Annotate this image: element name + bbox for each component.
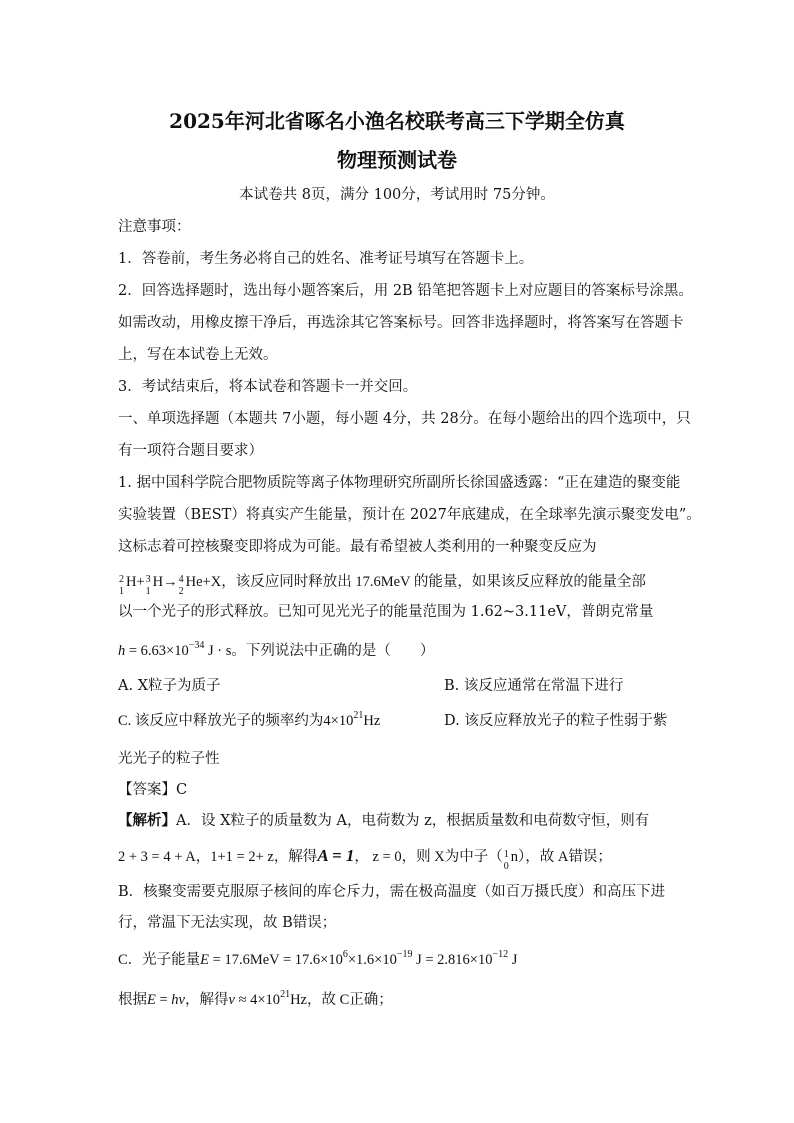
option-c-label: C. 该反应中释放光子的频率约为: [118, 713, 324, 729]
solve-label-2: ，解得: [184, 992, 229, 1008]
question-1-line-3: 这标志着可控核聚变即将成为可能。最有希望被人类利用的一种聚变反应为: [118, 539, 597, 555]
note-2-line-3: 上，写在本试卷上无效。: [118, 347, 278, 363]
answer-label: 【答案】C: [118, 782, 188, 798]
section-heading-line-2: 有一项符合题目要求）: [118, 443, 263, 459]
c-conclusion: ，故 C正确；: [306, 992, 393, 1008]
charge-equation: 1+1 = 2+ z: [210, 849, 274, 865]
fusion-equation: 2 1 H+ 3 1 H→ 4 2 He+X: [119, 573, 222, 597]
option-c: [118, 711, 380, 733]
energy-frequency-relation: E = hν: [147, 992, 185, 1008]
according-label: 根据: [118, 992, 147, 1008]
option-c-value: $4\times 10^{21}Hz$: [323, 710, 381, 729]
analysis-a-text: A．设 X粒子的质量数为 A，电荷数为 z，根据质量数和电荷数守恒，则有: [176, 813, 650, 829]
neutron-symbol: n: [510, 849, 519, 865]
exam-info: 本试卷共 8页，满分 100分，考试用时 75分钟。: [239, 187, 555, 203]
planck-line: [118, 641, 434, 663]
a-conclusion: ），故 A错误；: [518, 849, 612, 865]
option-a: A. X粒子为质子: [118, 678, 221, 694]
frequency-result: $\nu \approx 4\times 10^{21}Hz$: [228, 989, 307, 1008]
analysis-c-label: C．光子能量: [118, 952, 201, 968]
analysis-b-line-2: 行，常温下无法实现，故 B错误；: [118, 915, 337, 931]
question-1-line-5: 以一个光子的形式释放。已知可见光光子的能量范围为 1.62~3.11eV，普朗克常量: [118, 604, 654, 620]
planck-constant-formula: $h = 6.63\times 10^{-34}$ J · s: [118, 640, 232, 659]
analysis-b-line-1: B．核聚变需要克服原子核间的库仑斥力，需在极高温度（如百万摄氏度）和高压下进: [118, 884, 666, 900]
question-1-line-1: 1. 据中国科学院合肥物质院等离子体物理研究所副所长徐国盛透露：“正在建造的聚变能: [118, 475, 681, 491]
exam-subtitle: 物理预测试卷: [337, 148, 457, 172]
analysis-label: 【解析】: [118, 812, 176, 829]
notes-heading: 注意事项：: [118, 219, 191, 235]
neutron-label: ，则 X为中子（: [401, 849, 503, 865]
z-equals-zero: z = 0: [372, 849, 402, 865]
analysis-c-line: [118, 950, 517, 972]
question-1-line-4: ，该反应同时释放出 17.6MeV 的能量，如果该反应释放的能量全部: [221, 574, 646, 590]
note-3: 3．考试结束后，将本试卷和答题卡一并交回。: [118, 379, 418, 395]
exam-title: 2025年河北省啄名小渔名校联考高三下学期全仿真: [169, 109, 625, 133]
note-2-line-1: 2．回答选择题时，选出每小题答案后，用 2B 铅笔把答题卡上对应题目的答案标号涂黑。: [118, 283, 693, 299]
fusion-equation-line: [118, 572, 646, 597]
option-d: D. 该反应释放光子的粒子性弱于紫: [444, 713, 668, 729]
solve-label: ，解得: [273, 849, 318, 865]
analysis-a-equation-line: 2 + 3 = 4 + A，1+1 = 2+ z，解得A = 1， z = 0，则 X为中子（ 1 0 n），故 A错误；: [118, 846, 612, 872]
mass-number-equation: 2 + 3 = 4 + A: [118, 849, 196, 865]
note-2-line-2: 如需改动，用橡皮擦干净后，再选涂其它答案标号。回答非选择题时，将答案写在答题卡: [118, 315, 684, 331]
option-b: B. 该反应通常在常温下进行: [444, 678, 624, 694]
note-1: 1．答卷前，考生务必将自己的姓名、准考证号填写在答题卡上。: [118, 251, 534, 267]
photon-energy-equation: $E = 17.6MeV = 17.6\times 10^6\times 1.6\times 10^{-19}$ $J = 2.816\times 10^{-12}$ J: [200, 949, 518, 968]
option-d-continued: 光光子的粒子性: [118, 751, 220, 767]
a-equals-one: A = 1: [317, 846, 355, 865]
analysis-d-line: [118, 990, 393, 1012]
question-1-line-6: 。下列说法中正确的是（ ）: [231, 643, 435, 659]
question-1-line-2: 实验装置（BEST）将真实产生能量，预计在 2027年底建成，在全球率先演示聚变发电”。: [118, 507, 701, 523]
section-heading-line-1: 一、单项选择题（本题共 7小题，每小题 4分，共 28分。在每小题给出的四个选项中，只: [118, 411, 691, 427]
analysis-line-a: [118, 811, 649, 831]
